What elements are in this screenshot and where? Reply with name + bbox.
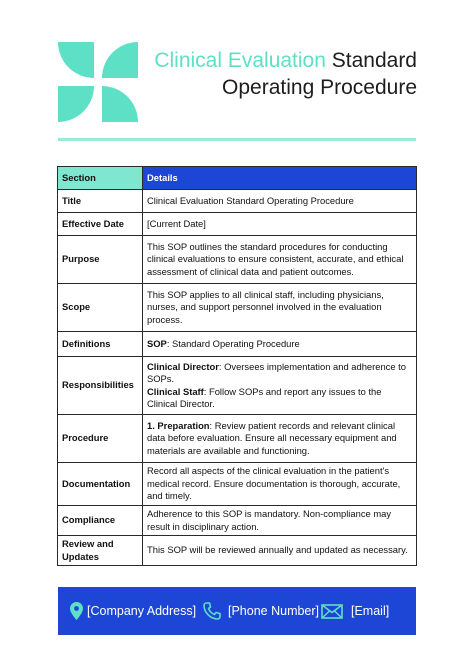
row-section-label: Compliance bbox=[58, 506, 143, 536]
row-section-label: Definitions bbox=[58, 332, 143, 357]
column-header-details: Details bbox=[143, 167, 417, 190]
table-row bbox=[58, 506, 417, 536]
table-header-row bbox=[58, 167, 417, 190]
title-accent: Clinical Evaluation bbox=[154, 49, 326, 72]
row-details bbox=[143, 357, 417, 415]
phone-number: [Phone Number] bbox=[228, 604, 320, 618]
responsibility-text: : Follow SOPs and report any issues to the Clinical Director. bbox=[147, 385, 382, 409]
email-address: [Email] bbox=[351, 604, 390, 618]
table-row bbox=[58, 536, 417, 566]
phone-icon bbox=[203, 602, 221, 620]
definition-text: : Standard Operating Procedure bbox=[166, 337, 300, 349]
row-details bbox=[143, 415, 417, 463]
procedure-step-term: 1. Preparation bbox=[147, 419, 210, 431]
row-section-label: Responsibilities bbox=[58, 357, 143, 415]
row-details bbox=[143, 332, 417, 357]
row-section-label: Title bbox=[58, 190, 143, 213]
table-row bbox=[58, 284, 417, 332]
sop-table bbox=[57, 166, 417, 566]
row-details: [Current Date] bbox=[143, 213, 417, 236]
responsibility-term: Clinical Director bbox=[147, 360, 219, 372]
row-details: This SOP will be reviewed annually and updated as necessary. bbox=[143, 536, 417, 566]
footer-phone bbox=[203, 587, 319, 635]
column-header-section: Section bbox=[58, 167, 143, 190]
row-details: Clinical Evaluation Standard Operating Procedure bbox=[143, 190, 417, 213]
row-section-label: Documentation bbox=[58, 463, 143, 506]
row-section-label: Purpose bbox=[58, 236, 143, 284]
row-details: Adherence to this SOP is mandatory. Non-compliance may result in disciplinary action. bbox=[143, 506, 417, 536]
location-pin-icon bbox=[70, 602, 83, 620]
envelope-icon bbox=[321, 604, 343, 619]
row-section-label: Procedure bbox=[58, 415, 143, 463]
row-details: This SOP applies to all clinical staff, including physicians, nurses, and support personnel involved in the evaluation process. bbox=[143, 284, 417, 332]
header-divider bbox=[58, 138, 416, 141]
responsibility-item bbox=[147, 386, 412, 411]
procedure-step-text: : Review patient records and relevant clinical data before evaluation. Ensure all necessary equipment and materials are available and functioning. bbox=[147, 419, 397, 456]
row-details: This SOP outlines the standard procedures for conducting clinical evaluations to ensure consistent, accurate, and ethical assessment of clinical data and patient outcomes. bbox=[143, 236, 417, 284]
row-section-label: Review and Updates bbox=[58, 536, 143, 566]
contact-footer bbox=[58, 587, 416, 635]
table-row bbox=[58, 415, 417, 463]
title-rest: Standard Operating Procedure bbox=[222, 49, 417, 99]
responsibility-text: : Oversees implementation and adherence to SOPs. bbox=[147, 360, 406, 384]
table-row bbox=[58, 463, 417, 506]
page-title bbox=[117, 47, 417, 101]
footer-email bbox=[321, 587, 389, 635]
row-section-label: Effective Date bbox=[58, 213, 143, 236]
responsibility-item bbox=[147, 361, 412, 386]
table-row bbox=[58, 213, 417, 236]
footer-address bbox=[70, 587, 196, 635]
table-row bbox=[58, 357, 417, 415]
responsibility-term: Clinical Staff bbox=[147, 385, 204, 397]
table-row bbox=[58, 332, 417, 357]
definition-term: SOP bbox=[147, 337, 167, 349]
company-address: [Company Address] bbox=[87, 604, 197, 618]
row-section-label: Scope bbox=[58, 284, 143, 332]
table-row bbox=[58, 190, 417, 213]
row-details: Record all aspects of the clinical evaluation in the patient's medical record. Ensure documentation is thorough, accurate, and timely. bbox=[143, 463, 417, 506]
table-row bbox=[58, 236, 417, 284]
